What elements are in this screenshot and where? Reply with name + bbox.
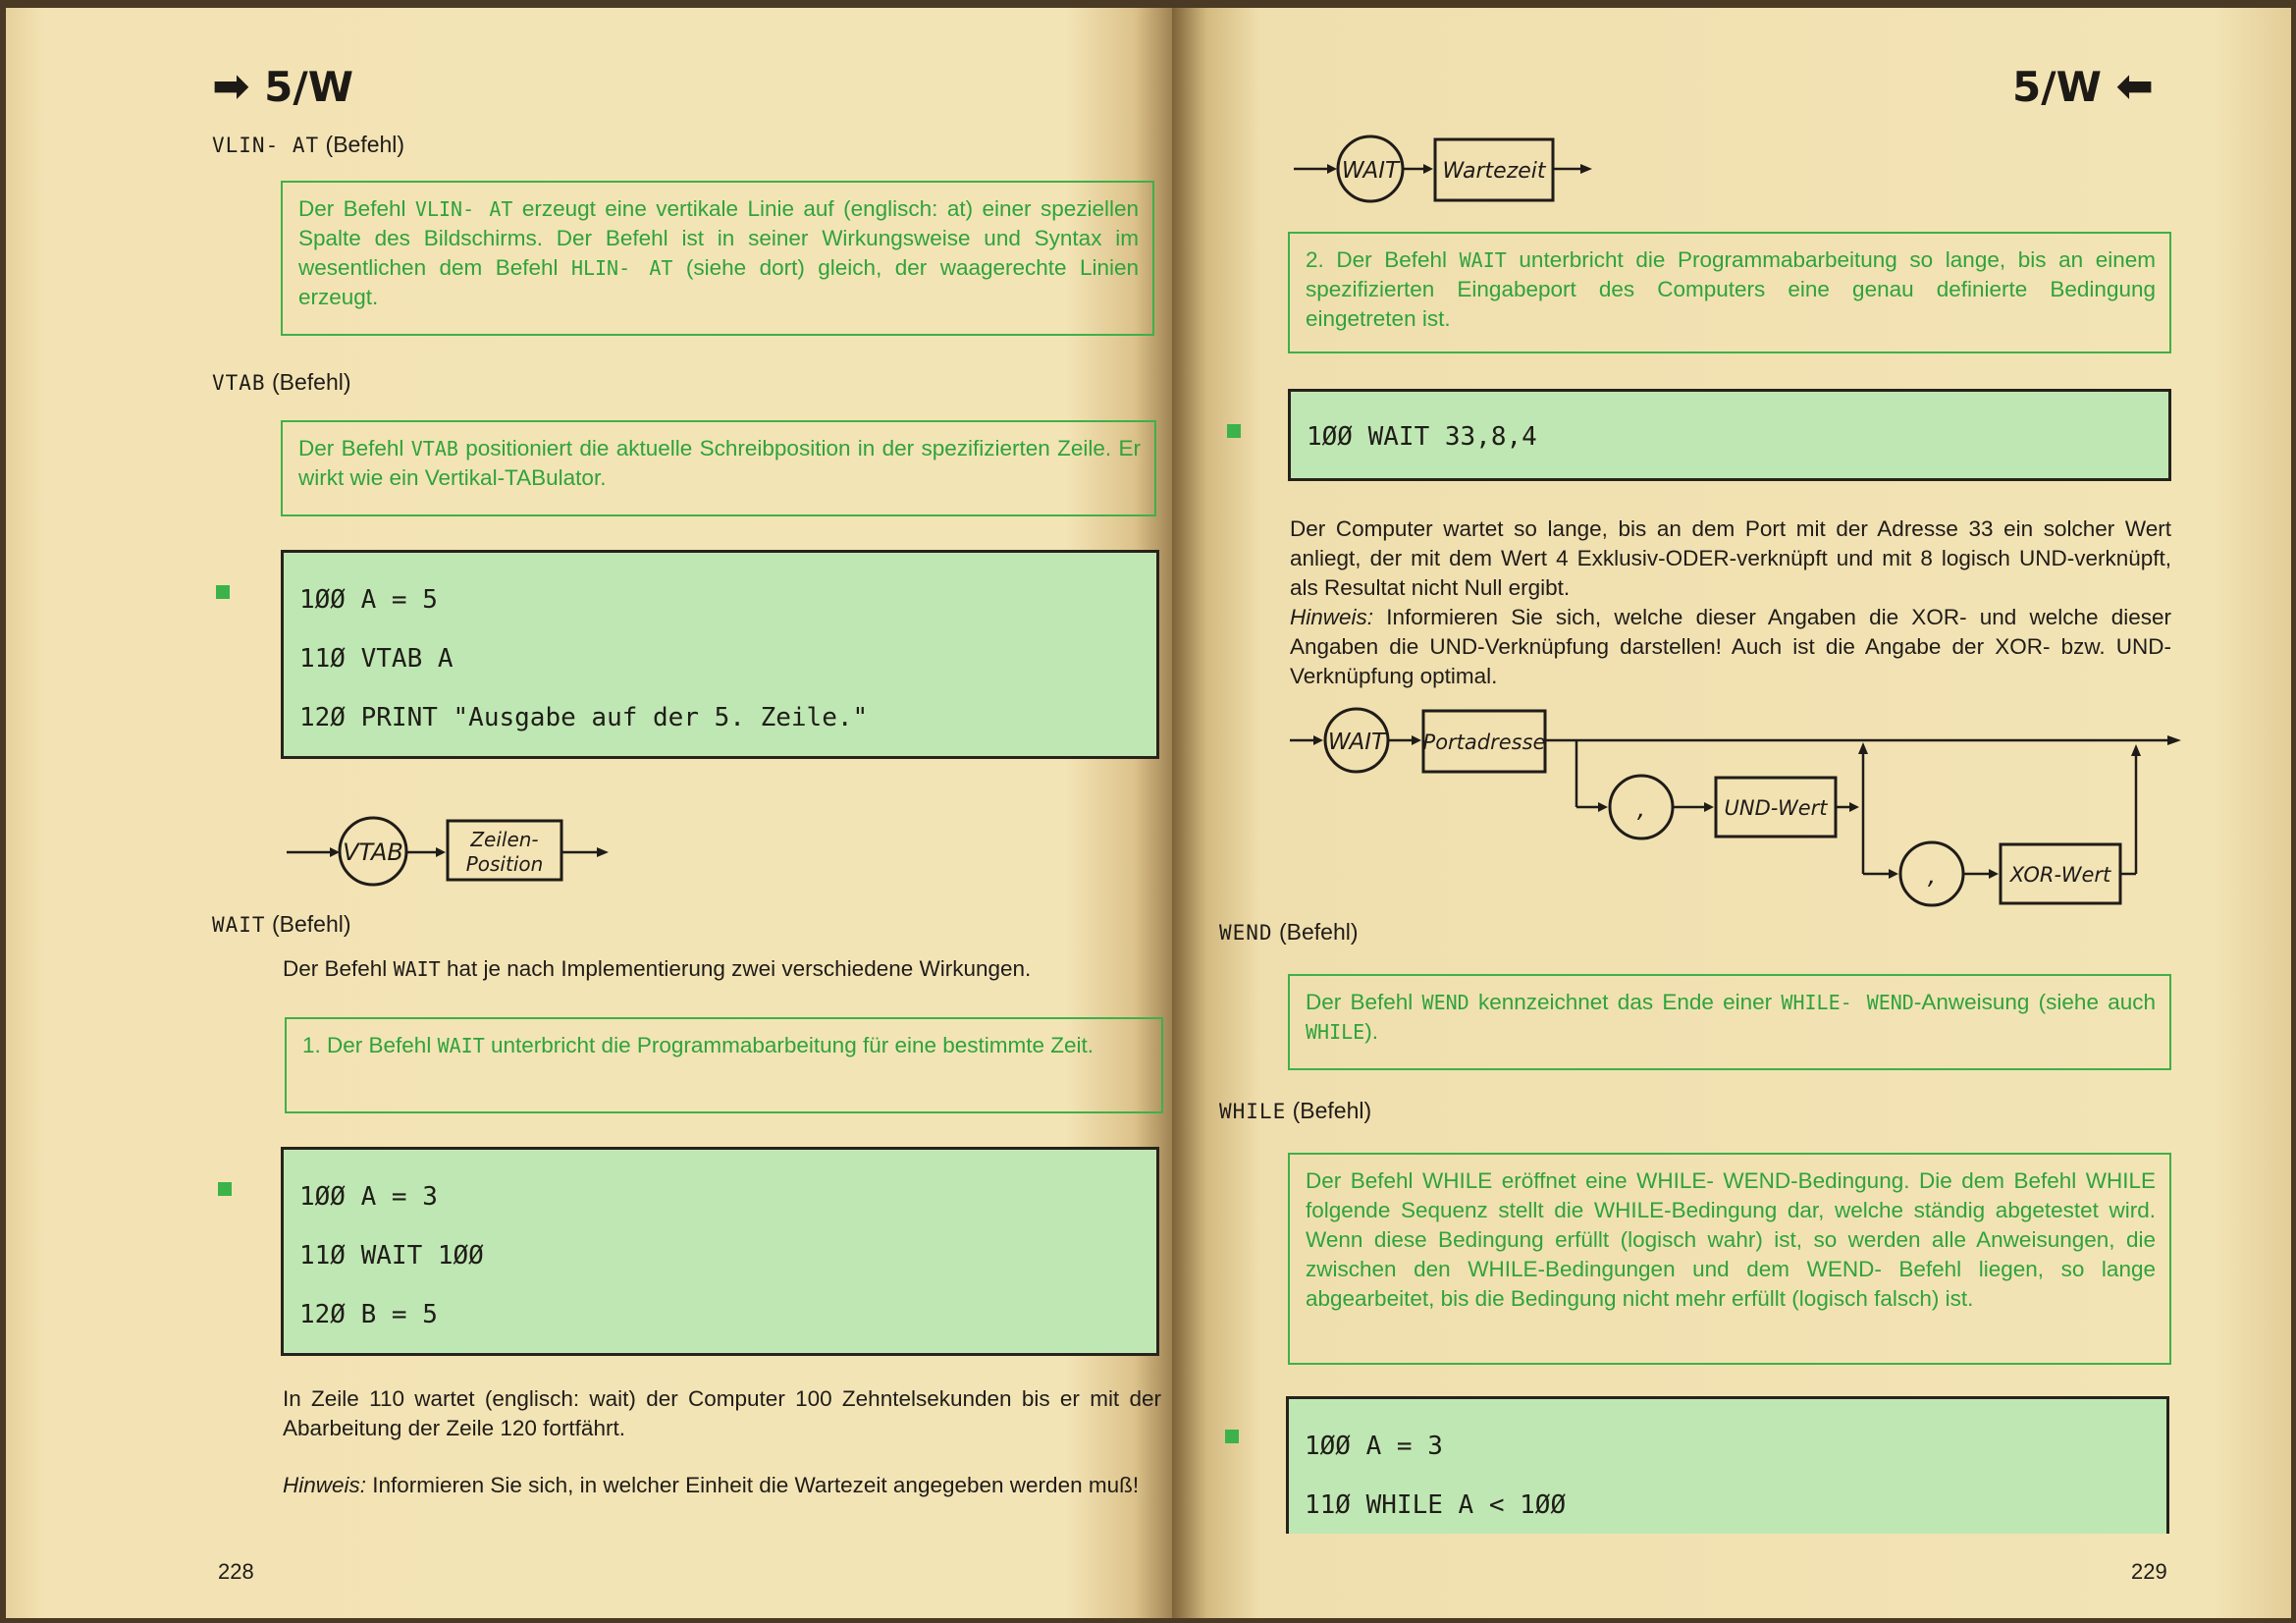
code-example-wait-1 [281, 1147, 1159, 1356]
box-label-line1: Zeilen- [470, 828, 539, 851]
code-line: 11Ø VTAB A [299, 644, 454, 674]
definition-box-wend: Der Befehl WEND kennzeichnet das Ende einer WHILE- WEND-Anweisung (siehe auch WHILE). [1288, 974, 2171, 1070]
code-line: 12Ø B = 5 [299, 1300, 438, 1329]
box-label: Portadresse [1422, 730, 1546, 754]
example-marker-icon [216, 585, 230, 599]
page-number: 229 [2131, 1559, 2167, 1584]
keyword-kind: (Befehl) [271, 369, 351, 395]
keyword-kind: (Befehl) [1278, 919, 1359, 945]
code-line: 11Ø WHILE A < 1ØØ [1305, 1490, 1567, 1520]
example-marker-icon [218, 1182, 232, 1196]
syntax-diagram-wait-1 [1290, 128, 1624, 216]
syntax-diagram-wait-2 [1286, 695, 2189, 921]
code-line: 1ØØ A = 3 [299, 1182, 438, 1212]
example-marker-icon [1225, 1430, 1239, 1443]
keyword-kind: (Befehl) [325, 132, 405, 157]
box-label: UND-Wert [1724, 796, 1828, 820]
section-header-right [2012, 59, 2154, 112]
section-label: 5/W [2012, 63, 2102, 111]
box-label-line2: Position [465, 852, 544, 876]
wait-intro-text: Der Befehl WAIT hat je nach Implementierung zwei verschiedene Wirkungen. [283, 956, 1032, 981]
keyword-heading-vlin-at [212, 132, 404, 158]
code-line: 1ØØ A = 3 [1305, 1432, 1443, 1461]
keyword-heading-wend [1219, 919, 1359, 946]
keyword: WEND [1219, 921, 1273, 945]
code-line: 1ØØ WAIT 33,8,4 [1307, 422, 1537, 452]
box-label: XOR-Wert [2009, 863, 2111, 887]
syntax-diagram-vtab [281, 808, 634, 896]
definition-box-vtab: Der Befehl VTAB positioniert die aktuelle Schreibposition in der spezifizierten Zeile. Er wirkt wie ein Vertikal-TABulator. [281, 420, 1156, 516]
definition-box-wait-1: 1. Der Befehl WAIT unterbricht die Programmabarbeitung für eine bestimmte Zeit. [285, 1017, 1163, 1113]
wait-explanation-text: In Zeile 110 wartet (englisch: wait) der Computer 100 Zehntelsekunden bis er mit der Abarbeitung der Zeile 120 fortfährt. [283, 1386, 1161, 1440]
code-line: 11Ø WAIT 1ØØ [299, 1241, 484, 1271]
wait-2-hint-text: Hinweis: Informieren Sie sich, welche dieser Angaben die XOR- und welche dieser Angaben die UND-Verknüpfung darstellen! Auch ist die Angabe der XOR- bzw. UND-Verknüpfung optimal. [1290, 605, 2171, 688]
box-label: Wartezeit [1442, 159, 1546, 184]
keyword-heading-wait [212, 911, 351, 938]
wait-2-explanation-text: Der Computer wartet so lange, bis an dem Port mit der Adresse 33 ein solcher Wert anliegt, der mit dem Wert 4 Exklusiv-ODER-verknüpft und mit 8 logisch UND-verknüpft, als Resultat nicht Null ergibt. [1290, 516, 2171, 600]
node-label: VTAB [343, 839, 403, 866]
code-example-while [1286, 1396, 2169, 1534]
definition-box-wait-2: 2. Der Befehl WAIT unterbricht die Programmabarbeitung so lange, bis an einem spezifizierten Eingabeport des Computers eine genau definierte Bedingung eingetreten ist. [1288, 232, 2171, 353]
wait-hint-text: Hinweis: Informieren Sie sich, in welcher Einheit die Wartezeit angegeben werden muß! [283, 1473, 1140, 1497]
left-arrow-icon: ⬅ [2115, 59, 2155, 112]
section-label: 5/W [264, 63, 354, 111]
right-arrow-icon: ➡ [212, 59, 250, 112]
keyword: WHILE [1219, 1100, 1287, 1123]
comma-label: , [1927, 861, 1937, 891]
code-example-wait-2 [1288, 389, 2171, 481]
keyword-heading-while [1219, 1098, 1371, 1124]
right-page [1172, 8, 2291, 1618]
example-marker-icon [1227, 424, 1241, 438]
comma-label: , [1636, 794, 1646, 824]
keyword: WAIT [212, 913, 266, 937]
keyword: VLIN- AT [212, 134, 320, 157]
node-label: WAIT [1327, 730, 1386, 755]
code-example-vtab [281, 550, 1159, 759]
definition-box-vlin-at: Der Befehl VLIN- AT erzeugt eine vertikale Linie auf (englisch: at) einer speziellen Spalte des Bildschirms. Der Befehl ist in seiner Wirkungsweise und Syntax im wesentlichen dem Befehl HLIN- AT (siehe dort) gleich, der waagerechte Linien erzeugt. [281, 181, 1154, 336]
code-line: 1ØØ A = 5 [299, 585, 438, 615]
code-line: 12Ø PRINT "Ausgabe auf der 5. Zeile." [299, 703, 869, 732]
keyword: VTAB [212, 371, 266, 395]
keyword-heading-vtab [212, 369, 351, 396]
keyword-kind: (Befehl) [271, 911, 351, 937]
definition-box-while: Der Befehl WHILE eröffnet eine WHILE- WEND-Bedingung. Die dem Befehl WHILE folgende Sequenz stellt die WHILE-Bedingung dar, welche ständig abgetestet wird. Wenn diese Bedingung erfüllt (logisch wahr) ist, so werden alle Anweisungen, die zwischen den WHILE-Bedingungen und dem WEND- Befehl liegen, so lange abgearbeitet, bis die Bedingung nicht mehr erfüllt (logisch falsch) ist. [1288, 1153, 2171, 1365]
section-header-left [212, 59, 353, 112]
page-number: 228 [218, 1559, 254, 1584]
node-label: WAIT [1341, 158, 1400, 184]
keyword-kind: (Befehl) [1292, 1098, 1372, 1123]
left-page [6, 8, 1184, 1618]
